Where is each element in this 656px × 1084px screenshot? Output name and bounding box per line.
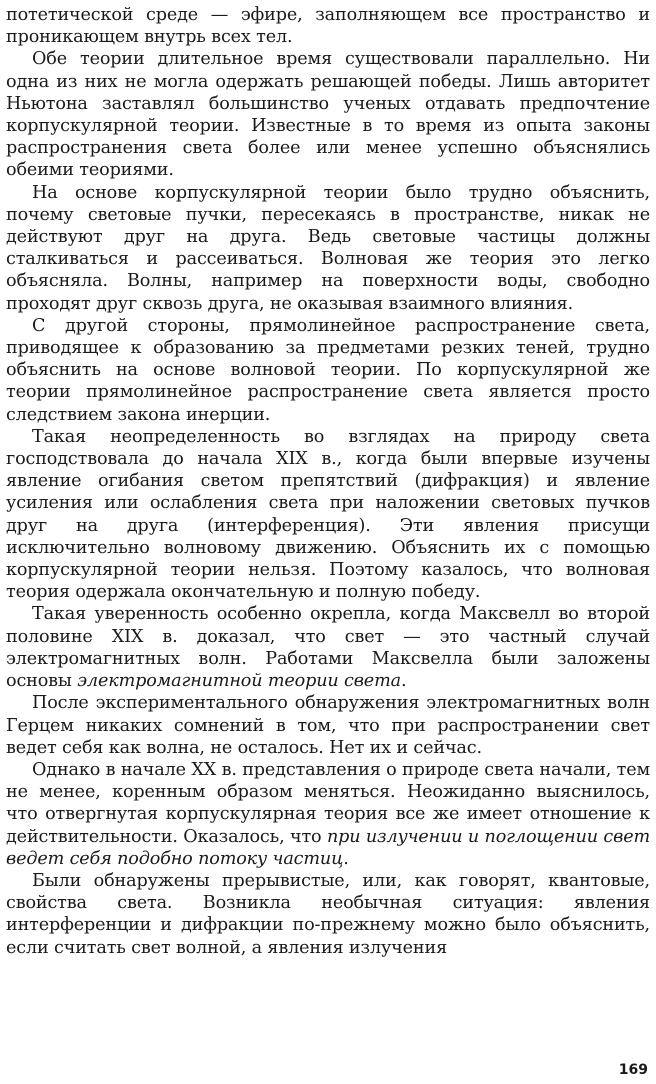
paragraph-1-text: потетической среде — эфире, заполняющем все пространство и проникающем внутрь всех тел. [6, 5, 650, 48]
paragraph-6-italic: электромагнитной теории света [77, 671, 401, 692]
paragraph-5-text: Такая неопределенность во взглядах на природу света господствовала до начала XIX в., когда были впервые изучены явление огибания светом препятствий (дифракция) и явление усиления или ослабления света при наложении световых пучков друг на друга (интерференция). Эти явления присущи исключительно волновому движению. Объяснить их с помощью корпускулярной теории нельзя. Поэтому казалось, что волновая теория одержала окончательную и полную победу. [6, 426, 650, 603]
page-number: 169 [618, 1062, 648, 1078]
paragraph-3-text: На основе корпускулярной теории было трудно объяснить, почему световые пучки, пересекаясь в пространстве, никак не действуют друг на друга. Ведь световые частицы должны сталкиваться и рассеиваться. Волновая же теория это легко объясняла. Волны, например на поверхности воды, свободно проходят друг сквозь друга, не оказывая взаимного влияния. [6, 182, 650, 314]
paragraph-6-after: . [400, 671, 407, 692]
paragraph-7 [6, 692, 650, 759]
paragraph-7-text: После экспериментального обнаружения электромагнитных волн Герцем никаких сомнений в том, что при распространении свет ведет себя как волна, не осталось. Нет их и сейчас. [6, 693, 650, 758]
paragraph-8-after: . [343, 848, 349, 869]
paragraph-3 [6, 182, 650, 315]
paragraph-2-text: Обе теории длительное время существовали параллельно. Ни одна из них не могла одержать решающей победы. Лишь авторитет Ньютона заставлял большинство ученых отдавать предпочтение корпускулярной теории. Известные в то время из опыта законы распространения света более или менее успешно объяснялись обеими теориями. [6, 49, 650, 181]
paragraph-8-text: Однако в начале XX в. представления о природе света начали, тем не менее, коренным образом меняться. Неожиданно выяснилось, что отвергнутая корпускулярная теория все же имеет отношение к действительности. Оказалось, что [6, 759, 650, 847]
paragraph-9 [6, 870, 650, 959]
paragraph-8 [6, 759, 650, 870]
page-body [6, 4, 650, 959]
paragraph-6 [6, 603, 650, 692]
paragraph-8-italic: при излучении и поглощении свет ведет себя подобно потоку частиц [6, 826, 650, 869]
paragraph-4-text: С другой стороны, прямолинейное распространение света, приводящее к образованию за предметами резких теней, трудно объяснить на основе волновой теории. По корпускулярной же теории прямолинейное распространение света является просто следствием закона инерции. [6, 315, 650, 425]
paragraph-1 [6, 4, 650, 48]
paragraph-9-text: Были обнаружены прерывистые, или, как говорят, квантовые, свойства света. Возникла необычная ситуация: явления интерференции и дифракции по-прежнему можно было объяснить, если считать свет волной, а явления излучения [6, 870, 650, 958]
paragraph-2 [6, 48, 650, 181]
paragraph-4 [6, 315, 650, 426]
paragraph-5 [6, 426, 650, 604]
paragraph-6-text: Такая уверенность особенно окрепла, когда Максвелл во второй половине XIX в. доказал, что свет — это частный случай электромагнитных волн. Работами Максвелла были заложены основы [6, 604, 650, 692]
